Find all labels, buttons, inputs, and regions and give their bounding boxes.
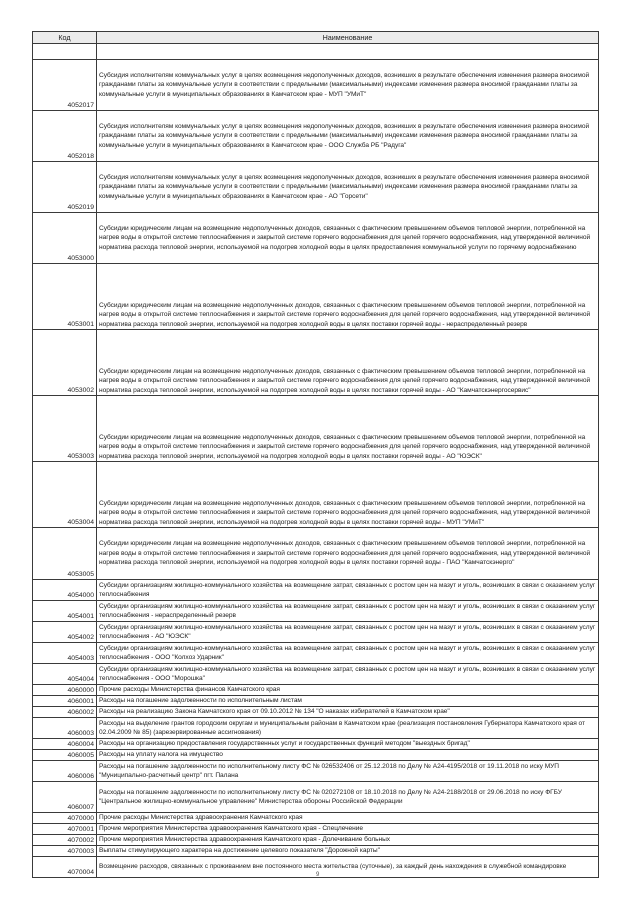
row-name: Субсидии юридическим лицам на возмещение недополученных доходов, связанных с фактическим превышением объемов тепловой энергии, потребленной на нагрев воды в открытой системе теплоснабжения и закрытой системе горячего водоснабжения для целей горячего водоснабжения, над утвержденной величиной норматива расхода тепловой энергии, используемой на подогрев холодной воды в целях поставки горячей воды - АО "ЮЭСК" <box>97 396 599 462</box>
row-name: Прочие мероприятия Министерства здравоохранения Камчатского края - Спецлечение <box>97 824 599 835</box>
table-row <box>33 60 599 111</box>
row-code: 4070003 <box>33 846 97 857</box>
table-row <box>33 601 599 622</box>
row-code: 4052019 <box>33 162 97 213</box>
table-row <box>33 643 599 664</box>
row-name: Субсидия исполнителям коммунальных услуг в целях возмещения недополученных доходов, возникших в результате обеспечения изменения размера вносимой гражданами платы за коммунальные услуги в соответствии с предельными (максимальными) индексами изменения размера вносимой гражданами платы за коммунальные услуги в муниципальных образованиях в Камчатском крае - МУП "УМиТ" <box>97 60 599 111</box>
table-row <box>33 835 599 846</box>
row-code: 4060003 <box>33 718 97 739</box>
row-code: 4070001 <box>33 824 97 835</box>
table-row <box>33 846 599 857</box>
table-row <box>33 396 599 462</box>
row-name: Субсидия исполнителям коммунальных услуг в целях возмещения недополученных доходов, возникших в результате обеспечения изменения размера вносимой гражданами платы за коммунальные услуги в соответствии с предельными (максимальными) индексами изменения размера вносимой гражданами платы за коммунальные услуги в муниципальных образованиях в Камчатском крае - ООО Служба РБ "Радуга" <box>97 111 599 162</box>
table-header-row <box>33 32 599 44</box>
table-row <box>33 264 599 330</box>
row-code: 4053005 <box>33 528 97 580</box>
row-name: Расходы на выделение грантов городским округам и муниципальным районам в Камчатском крае (реализация постановления Губернатора Камчатского края от 02.04.2009 № 85) (зарезервированные ассигнования) <box>97 718 599 739</box>
row-name: Субсидии юридическим лицам на возмещение недополученных доходов, связанных с фактическим превышением объемов тепловой энергии, потребленной на нагрев воды в открытой системе теплоснабжения и закрытой системе горячего водоснабжения для целей горячего водоснабжения, над утвержденной величиной норматива расхода тепловой энергии, используемой на подогрев холодной воды в целях поставки горячей воды - АО "Камчатскэнергосервис" <box>97 330 599 396</box>
codes-table <box>32 31 599 878</box>
row-name: Субсидии организациям жилищно-коммунального хозяйства на возмещение затрат, связанных с ростом цен на мазут и уголь, возникших в связи с оказанием услуг теплоснабжения - ООО "Морошка" <box>97 664 599 685</box>
row-code: 4060002 <box>33 707 97 718</box>
row-code: 4053003 <box>33 396 97 462</box>
row-name: Прочие мероприятия Министерства здравоохранения Камчатского края - Долечивание больных <box>97 835 599 846</box>
table-row <box>33 782 599 813</box>
table-row <box>33 162 599 213</box>
table-row <box>33 580 599 601</box>
table-row <box>33 528 599 580</box>
header-name: Наименование <box>97 32 599 44</box>
table-row <box>33 664 599 685</box>
row-code: 4060004 <box>33 739 97 750</box>
table-row <box>33 824 599 835</box>
row-name: Расходы на уплату налога на имущество <box>97 750 599 761</box>
row-code: 4053000 <box>33 213 97 264</box>
row-name: Субсидии организациям жилищно-коммунального хозяйства на возмещение затрат, связанных с ростом цен на мазут и уголь, возникших в связи с оказанием услуг теплоснабжения - ООО "Колхоз Ударник" <box>97 643 599 664</box>
row-code: 4053002 <box>33 330 97 396</box>
row-name: Субсидии организациям жилищно-коммунального хозяйства на возмещение затрат, связанных с ростом цен на мазут и уголь, возникших в связи с оказанием услуг теплоснабжения - нераспределенный резерв <box>97 601 599 622</box>
row-name: Субсидия исполнителям коммунальных услуг в целях возмещения недополученных доходов, возникших в результате обеспечения изменения размера вносимой гражданами платы за коммунальные услуги в соответствии с предельными (максимальными) индексами изменения размера вносимой гражданами платы за коммунальные услуги в муниципальных образованиях в Камчатском крае - АО "Горсети" <box>97 162 599 213</box>
row-name <box>97 44 599 60</box>
row-code: 4053004 <box>33 462 97 528</box>
row-name: Субсидии юридическим лицам на возмещение недополученных доходов, связанных с фактическим превышением объемов тепловой энергии, потребленной на нагрев воды в открытой системе теплоснабжения и закрытой системе горячего водоснабжения для целей горячего водоснабжения, над утвержденной величиной норматива расхода тепловой энергии, используемой на подогрев холодной воды в целях поставки горячей воды - ПАО "Камчатскэнерго" <box>97 528 599 580</box>
row-code: 4054002 <box>33 622 97 643</box>
table-row <box>33 739 599 750</box>
row-code: 4060007 <box>33 782 97 813</box>
row-code: 4052018 <box>33 111 97 162</box>
row-code <box>33 44 97 60</box>
table-row <box>33 813 599 824</box>
row-code: 4054003 <box>33 643 97 664</box>
row-name: Расходы на погашение задолженности по исполнительному листу ФС № 026532406 от 25.12.2018 по Делу № А24-4195/2018 от 19.11.2018 по иску МУП "Муниципально-расчетный центр" пгт. Палана <box>97 761 599 782</box>
row-name: Субсидии юридическим лицам на возмещение недополученных доходов, связанных с фактическим превышением объемов тепловой энергии, потребленной на нагрев воды в открытой системе теплоснабжения и закрытой системе горячего водоснабжения для целей горячего водоснабжения, над утвержденной величиной норматива расхода тепловой энергии, используемой на подогрев холодной воды в целях предоставления коммунальной услуги по горячему водоснабжению <box>97 213 599 264</box>
table-row <box>33 718 599 739</box>
row-code: 4070004 <box>33 857 97 878</box>
table-row <box>33 761 599 782</box>
row-name: Выплаты стимулирующего характера на достижение целевого показателя "Дорожной карты" <box>97 846 599 857</box>
row-name: Расходы на реализацию Закона Камчатского края от 09.10.2012 № 134 "О наказах избирателей в Камчатском крае" <box>97 707 599 718</box>
header-code: Код <box>33 32 97 44</box>
table-row <box>33 707 599 718</box>
row-name: Возмещение расходов, связанных с проживанием вне постоянного места жительства (суточные), за каждый день нахождения в служебной командировке <box>97 857 599 878</box>
table-row <box>33 213 599 264</box>
table-row <box>33 750 599 761</box>
row-code: 4070000 <box>33 813 97 824</box>
table-row <box>33 462 599 528</box>
row-code: 4053001 <box>33 264 97 330</box>
row-code: 4054000 <box>33 580 97 601</box>
row-name: Расходы на погашение задолженности по исполнительному листу ФС № 020272108 от 18.10.2018 по Делу № А24-2188/2018 от 29.06.2018 по иску ФГБУ "Центральное жилищно-коммунальное управление" Министерства обороны Российской Федерации <box>97 782 599 813</box>
row-name: Прочие расходы Министерства финансов Камчатского края <box>97 685 599 696</box>
table-row <box>33 111 599 162</box>
table-row <box>33 685 599 696</box>
row-code: 4060000 <box>33 685 97 696</box>
table-row <box>33 330 599 396</box>
row-code: 4060006 <box>33 761 97 782</box>
row-code: 4060005 <box>33 750 97 761</box>
row-name: Прочие расходы Министерства здравоохранения Камчатского края <box>97 813 599 824</box>
row-name: Субсидии организациям жилищно-коммунального хозяйства на возмещение затрат, связанных с ростом цен на мазут и уголь, возникших в связи с оказанием услуг теплоснабжения <box>97 580 599 601</box>
page-number: 9 <box>316 872 320 878</box>
row-name: Субсидии юридическим лицам на возмещение недополученных доходов, связанных с фактическим превышением объемов тепловой энергии, потребленной на нагрев воды в открытой системе теплоснабжения и закрытой системе горячего водоснабжения для целей горячего водоснабжения, над утвержденной величиной норматива расхода тепловой энергии, используемой на подогрев холодной воды в целях поставки горячей воды - нераспределенный резерв <box>97 264 599 330</box>
row-code: 4054004 <box>33 664 97 685</box>
row-code: 4054001 <box>33 601 97 622</box>
table-row <box>33 44 599 60</box>
row-name: Субсидии организациям жилищно-коммунального хозяйства на возмещение затрат, связанных с ростом цен на мазут и уголь, возникших в связи с оказанием услуг теплоснабжения - АО "ЮЭСК" <box>97 622 599 643</box>
row-name: Расходы на организацию предоставления государственных услуг и государственных функций методом "выездных бригад" <box>97 739 599 750</box>
row-name: Субсидии юридическим лицам на возмещение недополученных доходов, связанных с фактическим превышением объемов тепловой энергии, потребленной на нагрев воды в открытой системе теплоснабжения и закрытой системе горячего водоснабжения для целей горячего водоснабжения, над утвержденной величиной норматива расхода тепловой энергии, используемой на подогрев холодной воды в целях поставки горячей воды - МУП "УМиТ" <box>97 462 599 528</box>
document-page <box>32 31 598 878</box>
table-row <box>33 696 599 707</box>
row-code: 4060001 <box>33 696 97 707</box>
row-code: 4070002 <box>33 835 97 846</box>
row-name: Расходы на погашение задолженности по исполнительным листам <box>97 696 599 707</box>
table-row <box>33 622 599 643</box>
row-code: 4052017 <box>33 60 97 111</box>
